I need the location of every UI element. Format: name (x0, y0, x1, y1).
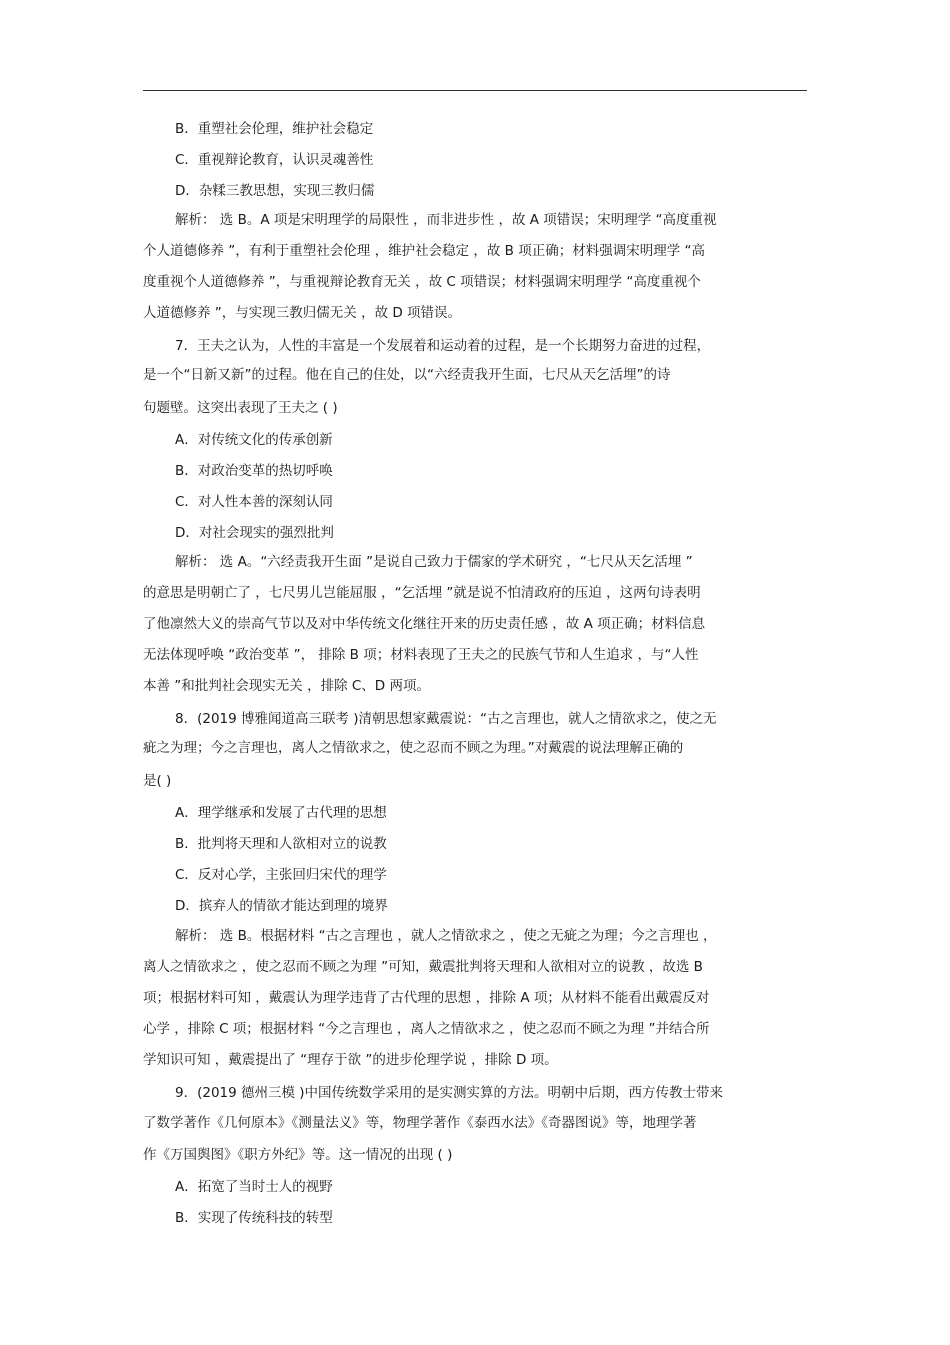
text-line: C．对人性本善的深刻认同 (175, 494, 333, 510)
text-line: 9．(2019 德州三模 )中国传统数学采用的是实测实算的方法。明朝中后期，西方传教士带来 (175, 1085, 724, 1101)
text-line: 了数学著作《几何原本》《测量法义》等，物理学著作《泰西水法》《奇器图说》等，地理学著 (143, 1115, 697, 1131)
text-line: 解析： 选 B。A 项是宋明理学的局限性 ，而非进步性 ，故 A 项错误；宋明理学 “高度重视 (175, 212, 717, 228)
text-line: 无法体现呼唤 “政治变革 ”， 排除 B 项；材料表现了王夫之的民族气节和人生追求 ，与“人性 (143, 647, 699, 663)
text-line: C．反对心学，主张回归宋代的理学 (175, 867, 387, 883)
text-line: 解析： 选 A。“六经责我开生面 ”是说自己致力于儒家的学术研究 ，“七尺从天乞活埋 ” (175, 554, 693, 570)
text-line: 作《万国舆图》《职方外纪》等。这一情况的出现 ( ) (143, 1147, 453, 1163)
text-line: D．摈弃人的情欲才能达到理的境界 (175, 898, 388, 914)
text-line: 了他凛然大义的崇高气节以及对中华传统文化继往开来的历史责任感 ，故 A 项正确；材料信息 (143, 616, 706, 632)
text-line: 人道德修养 ”，与实现三教归儒无关 ，故 D 项错误。 (143, 305, 462, 321)
text-line: B．实现了传统科技的转型 (175, 1210, 333, 1226)
text-line: 是( ) (143, 773, 172, 789)
text-line: 本善 ”和批判社会现实无关 ，排除 C、D 两项。 (143, 678, 430, 694)
text-line: B．对政治变革的热切呼唤 (175, 463, 333, 479)
text-line: 度重视个人道德修养 ”，与重视辩论教育无关 ，故 C 项错误；材料强调宋明理学 “高度重视个 (143, 274, 701, 290)
text-line: 是一个“日新又新”的过程。他在自己的住处，以“六经责我开生面，七尺从天乞活埋”的诗 (143, 367, 671, 383)
text-line: A．对传统文化的传承创新 (175, 432, 333, 448)
text-line: 心学 ，排除 C 项；根据材料 “今之言理也 ，离人之情欲求之 ，使之忍而不顾之为理 ”并结合所 (143, 1021, 710, 1037)
text-line: 疵之为理；今之言理也，离人之情欲求之，使之忍而不顾之为理。”对戴震的说法理解正确的 (143, 740, 684, 756)
text-line: 离人之情欲求之 ，使之忍而不顾之为理 ”可知，戴震批判将天理和人欲相对立的说教 ，故选 B (143, 959, 703, 975)
text-line: 8．(2019 博雅闻道高三联考 )清朝思想家戴震说：“古之言理也，就人之情欲求之，使之无 (175, 711, 717, 727)
text-line: 个人道德修养 ”，有利于重塑社会伦理 ，维护社会稳定 ，故 B 项正确；材料强调宋明理学 “高 (143, 243, 705, 259)
text-line: D．对社会现实的强烈批判 (175, 525, 334, 541)
text-line: 句题壁。这突出表现了王夫之 ( ) (143, 400, 338, 416)
header-rule (143, 90, 807, 91)
text-line: A．拓宽了当时士人的视野 (175, 1179, 333, 1195)
text-line: 的意思是明朝亡了 ，七尺男儿岂能屈服 ，“乞活埋 ”就是说不怕清政府的压迫 ，这两句诗表明 (143, 585, 701, 601)
text-line: 解析： 选 B。根据材料 “古之言理也 ，就人之情欲求之 ，使之无疵之为理；今之言理也 ， (175, 928, 717, 944)
text-line: 7．王夫之认为，人性的丰富是一个发展着和运动着的过程，是一个长期努力奋进的过程， (175, 338, 711, 354)
text-line: B．重塑社会伦理，维护社会稳定 (175, 121, 374, 137)
text-line: 学知识可知 ，戴震提出了 “理存于欲 ”的进步伦理学说 ，排除 D 项。 (143, 1052, 558, 1068)
text-line: B．批判将天理和人欲相对立的说教 (175, 836, 387, 852)
text-line: 项；根据材料可知 ，戴震认为理学违背了古代理的思想 ，排除 A 项；从材料不能看出戴震反对 (143, 990, 710, 1006)
text-line: D．杂糅三教思想，实现三教归儒 (175, 183, 375, 199)
text-line: C．重视辩论教育，认识灵魂善性 (175, 152, 374, 168)
text-line: A．理学继承和发展了古代理的思想 (175, 805, 387, 821)
